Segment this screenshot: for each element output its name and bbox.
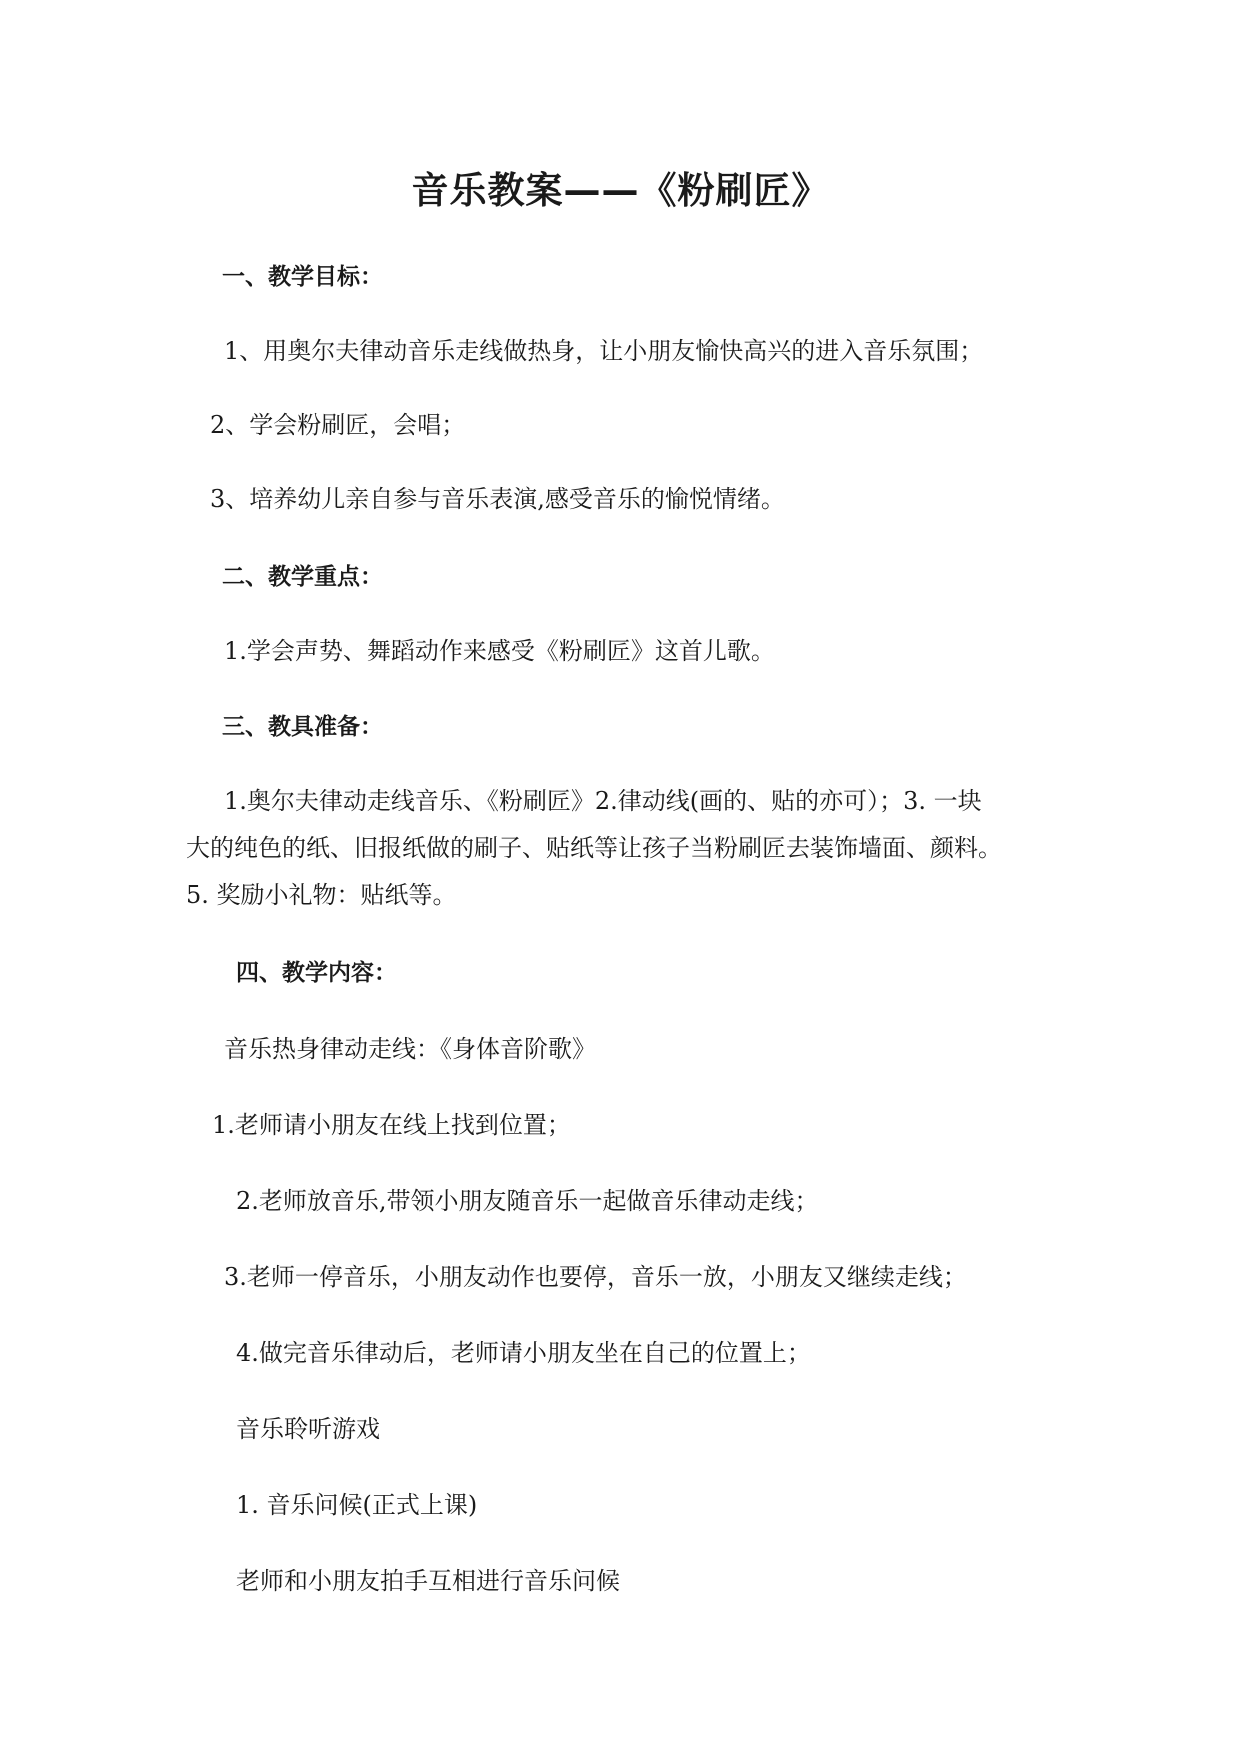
content-step: 3.老师一停音乐，小朋友动作也要停，音乐一放，小朋友又继续走线； [224,1263,967,1291]
key-point-item: 1.学会声势、舞蹈动作来感受《粉刷匠》这首儿歌。 [224,637,775,665]
materials-line: 1.奥尔夫律动走线音乐、《粉刷匠》2.律动线(画的、贴的亦可）；3. 一块 [224,787,982,815]
section-heading-content: 四、教学内容： [236,960,397,986]
section-heading-objectives: 一、教学目标： [222,264,383,290]
objective-item: 3、培养幼儿亲自参与音乐表演,感受音乐的愉悦情绪。 [210,485,785,513]
content-step: 2.老师放音乐,带领小朋友随音乐一起做音乐律动走线； [236,1187,819,1215]
section-heading-key-points: 二、教学重点： [222,564,383,590]
content-step: 1.老师请小朋友在线上找到位置； [212,1111,571,1139]
objective-item: 2、学会粉刷匠，会唱； [210,411,466,439]
materials-line: 大的纯色的纸、旧报纸做的刷子、贴纸等让孩子当粉刷匠去装饰墙面、颜料。 [186,834,1002,862]
content-subheading: 音乐热身律动走线：《身体音阶歌》 [224,1035,596,1063]
document-title: 音乐教案——《粉刷匠》 [411,169,830,212]
content-text: 老师和小朋友拍手互相进行音乐问候 [236,1567,620,1595]
content-step: 4.做完音乐律动后，老师请小朋友坐在自己的位置上； [236,1339,811,1367]
section-heading-materials: 三、教具准备： [222,714,383,740]
objective-item: 1、用奥尔夫律动音乐走线做热身，让小朋友愉快高兴的进入音乐氛围； [224,337,984,365]
content-subheading: 音乐聆听游戏 [236,1415,380,1443]
materials-line: 5. 奖励小礼物：贴纸等。 [186,881,457,909]
content-step: 1. 音乐问候(正式上课) [236,1491,478,1519]
